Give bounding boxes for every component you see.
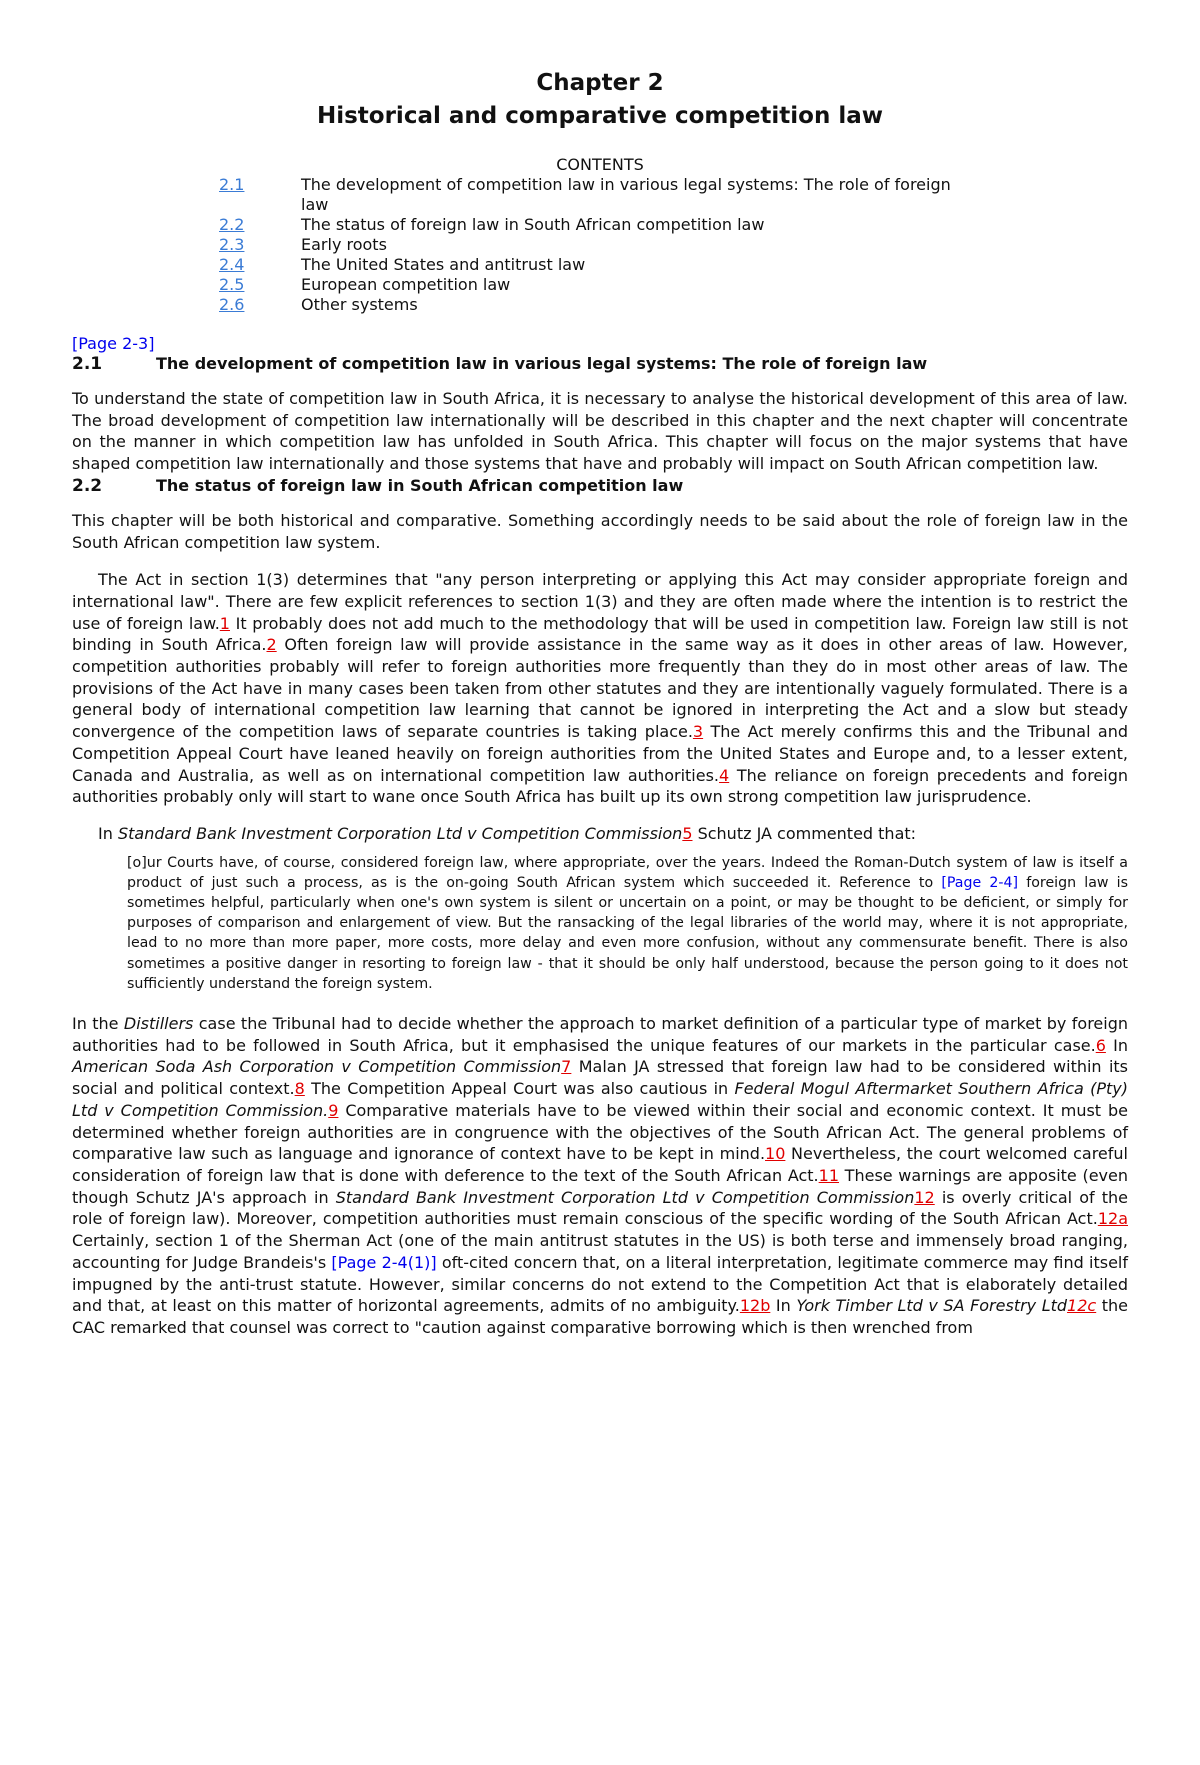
- toc-item-title: The development of competition law in various legal systems: The role of foreign law: [301, 175, 951, 214]
- toc-item-title: European competition law: [301, 275, 511, 294]
- footnote-link-5[interactable]: 5: [682, 823, 693, 843]
- case-name: American Soda Ash Corporation v Competition Commission: [72, 1057, 562, 1077]
- footnote-link-8[interactable]: 8: [294, 1079, 305, 1099]
- footnote-link-2[interactable]: 2: [266, 635, 277, 655]
- paragraph: [72, 569, 1128, 808]
- text-run: is overly critical of the role of foreign law). Moreover, competition authorities must remain conscious of the specific wording of the South African Act.: [72, 1187, 1128, 1229]
- text-run: the CAC remarked that counsel was correct to "caution against comparative borrowing which is then wrenched from: [72, 1296, 1129, 1337]
- footnote-link-3[interactable]: 3: [692, 722, 704, 742]
- text-run: It probably does not add much to the methodology that will be used in competition law. Foreign law still is not binding in South Africa.: [72, 613, 1129, 655]
- chapter-number: Chapter 2: [536, 70, 664, 96]
- toc-item: [72, 275, 1128, 295]
- footnote-link-12[interactable]: 12: [914, 1187, 935, 1207]
- toc-link-2-3[interactable]: 2.3: [219, 235, 245, 254]
- text-run: foreign law is sometimes helpful, particularly when one's own system is silent or uncertain on a point, or may be thought to be deficient, or simply for purposes of comparison and enlargement of view. But the ransacking of the legal libraries of the world may, where it is not appropriate, lead to no more than more paper, more costs, more delay and even more confusion, without any commensurate benefit. There is also sometimes a positive danger in resorting to foreign law - that it should be only half understood, because the person going to it does not sufficiently understand the foreign system.: [127, 874, 1129, 992]
- toc-item: [72, 175, 1128, 215]
- paragraph: [72, 823, 1128, 845]
- paragraph: To understand the state of competition law in South Africa, it is necessary to analyse the historical development of this area of law. The broad development of competition law internationally will be described in this chapter and the next chapter will concentrate on the manner in which competition law has unfolded in South Africa. This chapter will focus on the major systems that have shaped competition law internationally and those systems that have and probably will impact on South African competition law.: [72, 389, 1128, 474]
- case-name: Standard Bank Investment Corporation Ltd v Competition Commission: [335, 1187, 915, 1207]
- text-run: In: [770, 1296, 797, 1316]
- section-number: 2.1: [72, 354, 103, 374]
- text-run: The Act merely confirms this and the Tribunal and Competition Appeal Court have leaned heavily on foreign authorities from the United States and Europe and, to a lesser extent, Canada and Australia, as well as on international competition law authorities.: [72, 722, 1128, 785]
- case-name: Distillers: [123, 1014, 194, 1034]
- section-number: 2.2: [72, 475, 103, 496]
- toc-link-2-6[interactable]: 2.6: [219, 295, 245, 314]
- footnote-link-10[interactable]: 10: [765, 1144, 786, 1164]
- toc-link-2-2[interactable]: 2.2: [219, 215, 245, 234]
- text-run: In: [1105, 1035, 1128, 1055]
- table-of-contents: [72, 155, 1128, 315]
- toc-item-title: The status of foreign law in South African competition law: [301, 215, 765, 234]
- toc-item: [72, 295, 1128, 315]
- text-run: Certainly, section 1 of the Sherman Act (one of the main antitrust statutes in the US) is both terse and immensely broad ranging, accounting for Judge Brandeis's: [72, 1231, 1128, 1272]
- paragraph: [72, 1013, 1128, 1339]
- text-run: Nevertheless, the court welcomed careful consideration of foreign law that is done with deference to the text of the South African Act.: [72, 1144, 1128, 1185]
- section-heading-2-2: [72, 475, 1128, 497]
- toc-link-2-4[interactable]: 2.4: [219, 255, 245, 274]
- title-block: [72, 67, 1128, 133]
- footnote-link-7[interactable]: 7: [561, 1057, 572, 1077]
- section-title: The development of competition law in various legal systems: The role of foreign law: [156, 354, 928, 373]
- block-quote: [72, 853, 1128, 994]
- toc-item-title: Early roots: [301, 235, 387, 254]
- toc-item: [72, 235, 1128, 255]
- text-run: Comparative materials have to be viewed within their social and economic context. It must be determined whether foreign authorities are in congruence with the objectives of the South African Act. The general problems of comparative law such as language and ignorance of context have to be kept in mind.: [72, 1100, 1128, 1164]
- chapter-title: Historical and comparative competition law: [316, 103, 884, 129]
- toc-item: [72, 215, 1128, 235]
- toc-item-title: The United States and antitrust law: [301, 255, 586, 274]
- toc-link-2-1[interactable]: 2.1: [219, 175, 245, 194]
- case-name: Standard Bank Investment Corporation Ltd v Competition Commission: [117, 823, 683, 843]
- text-run: The Competition Appeal Court was also cautious in: [304, 1079, 735, 1099]
- document-page: [0, 67, 1200, 1339]
- footnote-link-9[interactable]: 9: [328, 1100, 339, 1120]
- toc-item-title: Other systems: [301, 295, 418, 314]
- text-run: In the: [72, 1014, 124, 1034]
- section-heading-2-1: [72, 353, 1128, 375]
- footnote-link-4[interactable]: 4: [719, 765, 730, 785]
- footnote-link-11[interactable]: 11: [818, 1166, 839, 1185]
- footnote-link-1[interactable]: 1: [219, 613, 230, 633]
- text-run: oft-cited concern that, on a literal interpretation, legitimate commerce may find itself impugned by the anti-trust statute. However, similar concerns do not extend to the Competition Act that is elaborately detailed and that, at least on this matter of horizontal agreements, admits of no ambiguity.: [72, 1252, 1128, 1316]
- section-title: The status of foreign law in South African competition law: [156, 475, 684, 495]
- contents-heading: CONTENTS: [556, 155, 644, 174]
- text-run: These warnings are apposite (even though Schutz JA's approach in: [72, 1166, 1128, 1207]
- case-name: Federal Mogul Aftermarket Southern Africa (Pty) Ltd v Competition Commission.: [72, 1079, 1129, 1120]
- page-marker-2-3[interactable]: [Page 2-3]: [72, 334, 155, 353]
- footnote-link-12c[interactable]: 12c: [1067, 1296, 1097, 1316]
- text-run: case the Tribunal had to decide whether the approach to market definition of a particular type of market by foreign authorities had to be followed in South Africa, but it emphasised the unique features of our markets in the particular case.: [72, 1014, 1129, 1055]
- footnote-link-12a[interactable]: 12a: [1097, 1209, 1128, 1229]
- text-run: The reliance on foreign precedents and foreign authorities probably only will start to wane once South Africa has built up its own strong competition law jurisprudence.: [72, 765, 1129, 807]
- page-marker-2-4[interactable]: [Page 2-4]: [941, 874, 1019, 891]
- text-run: In: [98, 823, 118, 843]
- text-run: The Act in section 1(3) determines that "any person interpreting or applying this Act may consider appropriate foreign and international law". There are few explicit references to section 1(3) and they are often made where the intention is to restrict the use of foreign law.: [72, 570, 1128, 633]
- toc-link-2-5[interactable]: 2.5: [219, 275, 245, 294]
- toc-item: [72, 255, 1128, 275]
- text-run: Often foreign law will provide assistance in the same way as it does in other areas of law. However, competition authorities probably will refer to foreign authorities more frequently than they do in most other areas of law. The provisions of the Act have in many cases been taken from other statutes and they are intentionally vaguely formulated. There is a general body of international competition law learning that cannot be ignored in interpreting the Act and a slow but steady convergence of the competition laws of separate countries is taking place.: [72, 635, 1129, 742]
- text-run: [o]ur Courts have, of course, considered foreign law, where appropriate, over the years. Indeed the Roman-Dutch system of law is itself a product of just such a process, as is the on-going South African system which succeeded it. Reference to: [127, 854, 1128, 891]
- text-run: Malan JA stressed that foreign law had to be considered within its social and political context.: [72, 1057, 1128, 1099]
- text-run: Schutz JA commented that:: [692, 823, 917, 843]
- paragraph: This chapter will be both historical and comparative. Something accordingly needs to be said about the role of foreign law in the South African competition law system.: [72, 510, 1128, 552]
- footnote-link-6[interactable]: 6: [1095, 1035, 1106, 1055]
- case-name: York Timber Ltd v SA Forestry Ltd: [796, 1296, 1068, 1316]
- footnote-link-12b[interactable]: 12b: [739, 1296, 771, 1316]
- page-marker-2-4-1[interactable]: [Page 2-4(1)]: [331, 1252, 437, 1272]
